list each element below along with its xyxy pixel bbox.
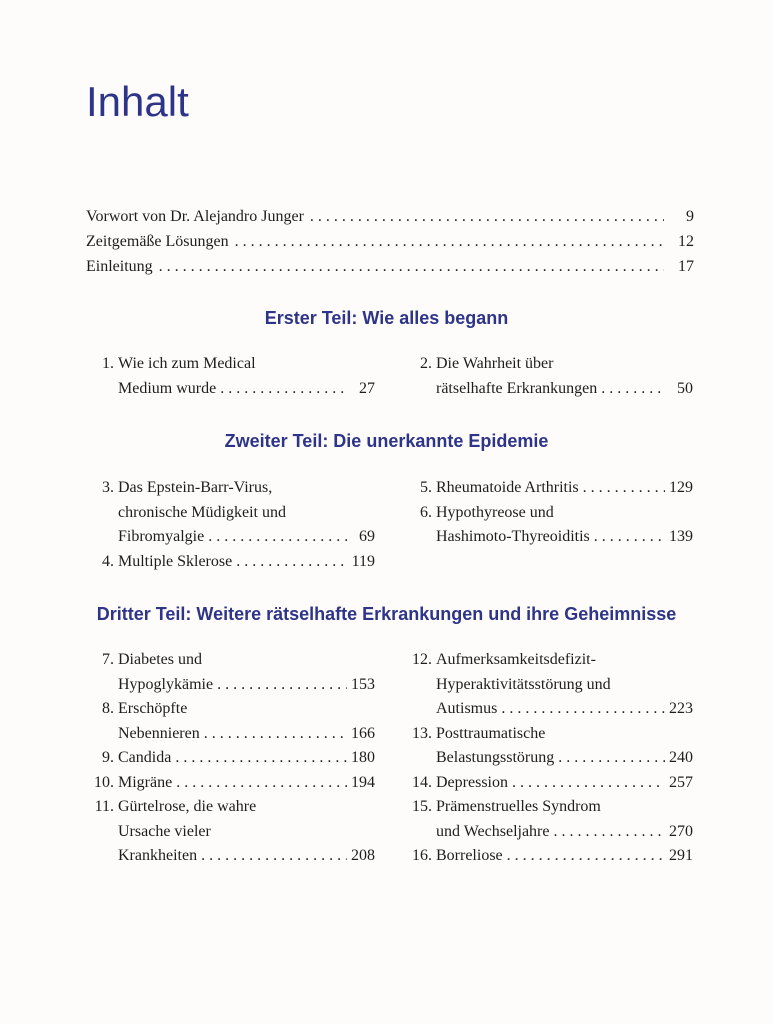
part-2-left-column [94, 476, 375, 574]
chapter-title-text: Krankheiten [118, 847, 198, 864]
toc-chapter-entry[interactable] [94, 697, 375, 746]
dot-leader [583, 476, 665, 501]
toc-entry-title: Zeitgemäße Lösungen [86, 233, 229, 250]
toc-chapter-entry[interactable] [94, 771, 375, 796]
dot-leader [217, 673, 347, 698]
toc-page-number: 257 [669, 773, 693, 791]
chapter-title-text: Medium wurde [118, 379, 217, 397]
chapter-title-line: Gürtelrose, die wahre [118, 798, 257, 815]
chapter-title-text: Hashimoto-Thyreoiditis [436, 528, 590, 545]
dot-leader [204, 722, 347, 747]
dot-leader [512, 771, 665, 796]
toc-chapter-entry[interactable] [412, 352, 693, 401]
part-heading-2: Zweiter Teil: Die unerkannte Epidemie [224, 431, 549, 451]
dot-leader [553, 820, 665, 845]
toc-chapter-entry[interactable] [412, 771, 693, 796]
chapter-title-last-line [118, 525, 375, 550]
toc-page-number: 180 [351, 749, 375, 766]
dot-leader [594, 525, 665, 550]
dot-leader [310, 204, 664, 229]
toc-page-number: 291 [669, 847, 693, 864]
chapter-number: 8. [102, 700, 114, 717]
chapter-title-block [118, 771, 375, 796]
chapter-title-line: Das Epstein-Barr-Virus, [118, 479, 273, 496]
toc-entry-title: Vorwort von Dr. Alejandro Junger [86, 208, 304, 225]
chapter-title-last-line [436, 377, 693, 402]
chapter-title-block [436, 352, 693, 401]
toc-chapter-entry[interactable] [94, 352, 375, 401]
toc-row[interactable] [86, 204, 694, 229]
toc-page-number: 119 [351, 552, 375, 570]
dot-leader [208, 525, 347, 550]
chapter-number: 7. [102, 651, 114, 668]
chapter-number: 2. [420, 355, 432, 372]
toc-page-number: 17 [678, 258, 694, 275]
toc-page-number: 129 [669, 479, 693, 496]
chapter-number: 11. [94, 798, 114, 815]
toc-chapter-entry[interactable] [412, 476, 693, 501]
chapter-title-text: Hypoglykämie [118, 675, 214, 693]
dot-leader [501, 697, 665, 722]
dot-leader [236, 550, 347, 575]
chapter-title-text: Multiple Sklerose [118, 552, 233, 570]
chapter-title-last-line [436, 820, 693, 845]
toc-chapter-entry[interactable] [412, 844, 693, 869]
toc-page-number: 139 [669, 528, 693, 545]
chapter-title-last-line [436, 746, 693, 771]
front-matter-list [86, 204, 694, 279]
toc-page-number: 223 [669, 700, 693, 717]
toc-chapter-entry[interactable] [412, 648, 693, 722]
toc-page-number: 9 [686, 208, 694, 225]
chapter-number: 14. [412, 773, 432, 791]
chapter-number: 5. [420, 479, 432, 496]
dot-leader [159, 254, 664, 279]
chapter-title-line: chronische Müdigkeit und [118, 503, 286, 521]
page-title: Inhalt [86, 78, 189, 125]
toc-page-number: 50 [677, 379, 693, 397]
chapter-title-text: Fibromyalgie [118, 528, 205, 545]
chapter-title-text: Autismus [436, 700, 498, 717]
chapter-title-text: Belastungsstörung [436, 749, 555, 766]
chapter-number: 1. [102, 355, 114, 372]
part-heading-3: Dritter Teil: Weitere rätselhafte Erkrankungen und ihre Geheimnisse [96, 604, 677, 624]
dot-leader [220, 377, 347, 402]
toc-page-number: 194 [351, 773, 375, 791]
chapter-number: 4. [102, 552, 114, 570]
toc-row[interactable] [86, 229, 694, 254]
chapter-title-text: Rheumatoide Arthritis [436, 479, 579, 496]
toc-chapter-entry[interactable] [412, 722, 693, 771]
chapter-number: 13. [412, 724, 432, 742]
chapter-title-block [118, 697, 375, 746]
toc-page-number: 153 [351, 675, 375, 693]
chapter-title-text: Candida [118, 749, 172, 766]
chapter-title-last-line [436, 476, 693, 501]
toc-chapter-entry[interactable] [412, 501, 693, 550]
toc-page-number: 270 [669, 822, 693, 840]
chapter-title-block [436, 844, 693, 869]
chapter-title-block [436, 648, 693, 722]
chapter-title-line: Erschöpfte [118, 700, 188, 717]
dot-leader [507, 844, 665, 869]
toc-chapter-entry[interactable] [94, 648, 375, 697]
chapter-title-last-line [118, 377, 375, 402]
toc-page-number: 240 [669, 749, 693, 766]
chapter-title-text: Borreliose [436, 847, 503, 864]
toc-page-number: 208 [351, 847, 375, 864]
dot-leader [201, 844, 347, 869]
toc-page-number: 166 [351, 724, 375, 742]
chapter-number: 10. [94, 773, 114, 791]
chapter-title-last-line [436, 771, 693, 796]
toc-page-number: 12 [678, 233, 694, 250]
chapter-title-text: und Wechseljahre [436, 822, 550, 840]
toc-entry-title: Einleitung [86, 258, 153, 275]
chapter-title-last-line [118, 746, 375, 771]
toc-chapter-entry[interactable] [94, 746, 375, 771]
toc-page-number: 69 [359, 528, 375, 545]
chapter-title-block [118, 476, 375, 550]
dot-leader [558, 746, 665, 771]
part-heading-1: Erster Teil: Wie alles begann [264, 308, 509, 328]
chapter-number: 16. [412, 847, 432, 864]
chapter-title-block [118, 352, 375, 401]
chapter-title-last-line [118, 722, 375, 747]
chapter-title-last-line [436, 697, 693, 722]
chapter-title-last-line [118, 550, 375, 575]
chapter-title-line: Hypothyreose und [436, 503, 554, 521]
chapter-title-line: Die Wahrheit über [436, 355, 554, 372]
part-2-right-column [412, 476, 693, 550]
chapter-number: 9. [102, 749, 114, 766]
part-1-left-column [94, 352, 375, 401]
chapter-title-text: Nebennieren [118, 724, 200, 742]
toc-page-number: 27 [359, 379, 375, 397]
chapter-title-block [118, 648, 375, 697]
toc-chapter-entry[interactable] [94, 795, 375, 869]
chapter-title-block [118, 550, 375, 575]
chapter-title-last-line [118, 673, 375, 698]
part-3-left-column [94, 648, 375, 869]
chapter-title-block [118, 746, 375, 771]
chapter-title-block [436, 501, 693, 550]
chapter-number: 12. [412, 651, 432, 668]
chapter-title-line: Posttraumatische [436, 724, 546, 742]
chapter-title-block [118, 795, 375, 869]
part-3-right-column [412, 648, 693, 869]
chapter-title-line: Ursache vieler [118, 822, 211, 840]
chapter-title-block [436, 722, 693, 771]
chapter-title-block [436, 771, 693, 796]
part-1-right-column [412, 352, 693, 401]
chapter-title-block [436, 476, 693, 501]
dot-leader [235, 229, 664, 254]
chapter-title-block [436, 795, 693, 844]
chapter-number: 3. [102, 479, 114, 496]
chapter-title-last-line [118, 771, 375, 796]
chapter-title-line: Diabetes und [118, 651, 202, 668]
chapter-title-line: Prämenstruelles Syndrom [436, 798, 601, 815]
chapter-title-text: Migräne [118, 773, 173, 791]
dot-leader [601, 377, 665, 402]
chapter-title-text: rätselhafte Erkrankungen [436, 379, 598, 397]
chapter-number: 15. [412, 798, 432, 815]
chapter-title-line: Wie ich zum Medical [118, 355, 256, 372]
chapter-title-last-line [436, 525, 693, 550]
toc-chapter-entry[interactable] [94, 476, 375, 550]
toc-chapter-entry[interactable] [94, 550, 375, 575]
chapter-title-line: Aufmerksamkeitsdefizit- [436, 651, 596, 668]
chapter-title-last-line [436, 844, 693, 869]
toc-row[interactable] [86, 254, 694, 279]
dot-leader [176, 771, 347, 796]
dot-leader [175, 746, 347, 771]
chapter-title-line: Hyperaktivitätsstörung und [436, 675, 611, 693]
chapter-title-last-line [118, 844, 375, 869]
chapter-number: 6. [420, 503, 432, 521]
chapter-title-text: Depression [436, 773, 508, 791]
toc-chapter-entry[interactable] [412, 795, 693, 844]
